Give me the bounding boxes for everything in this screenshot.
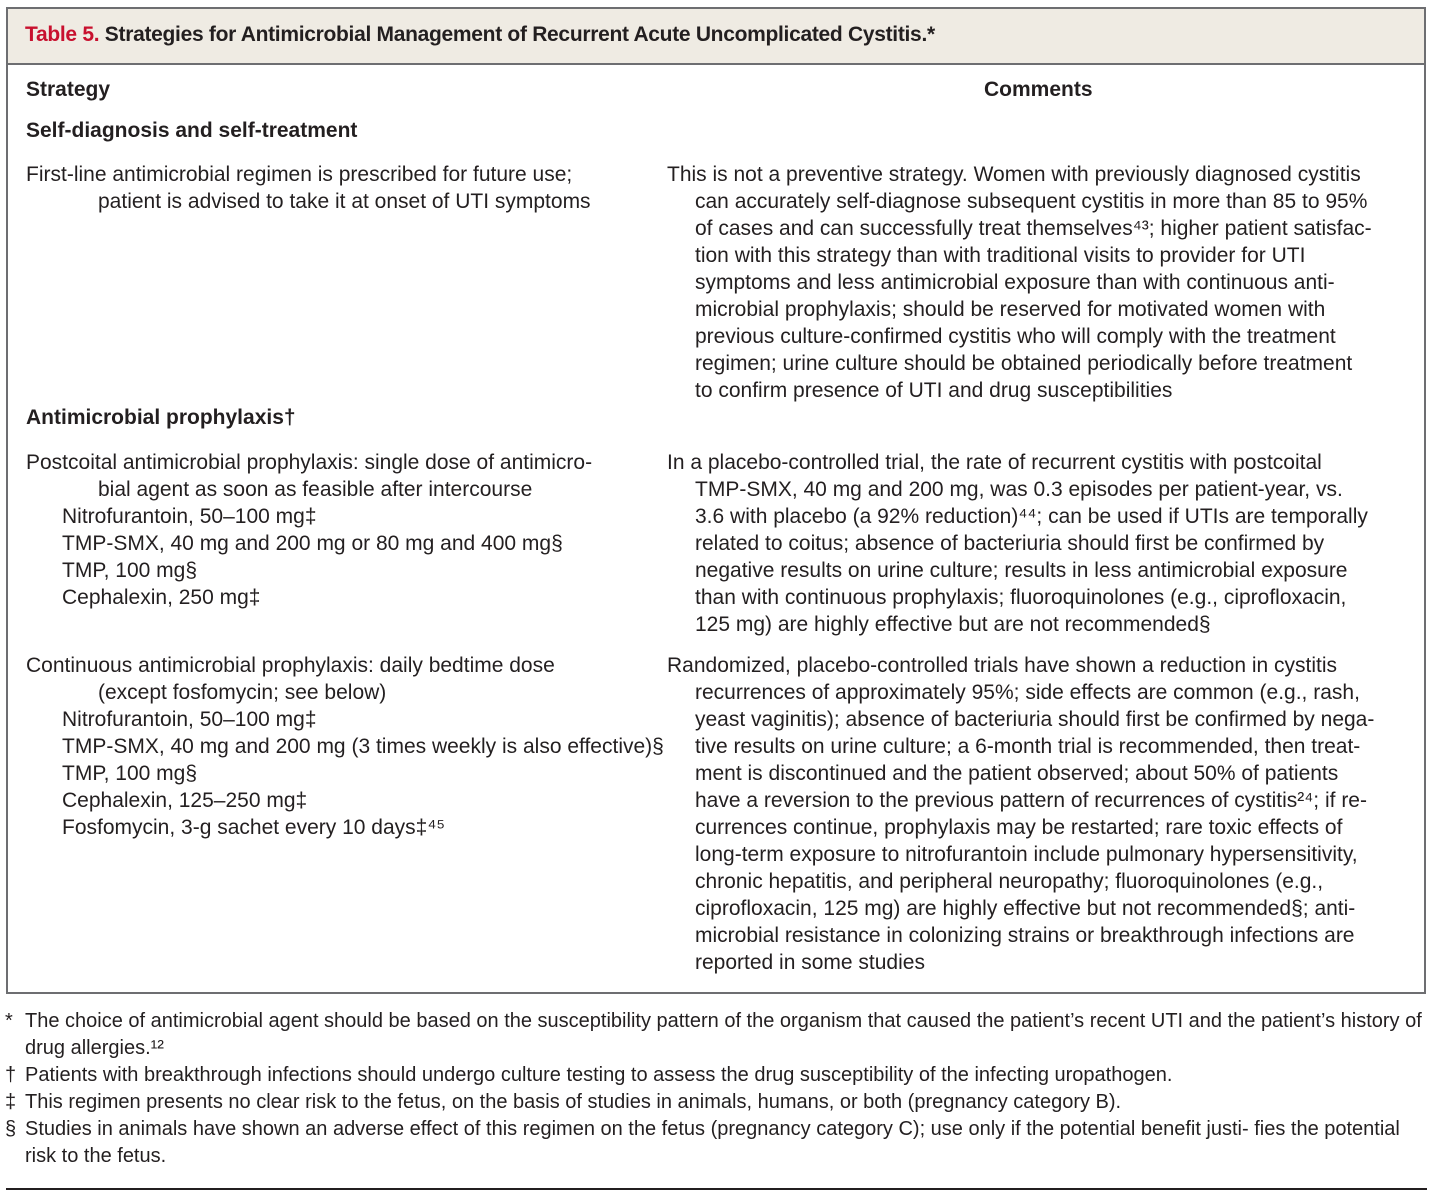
footnote-text: The choice of antimicrobial agent should be based on the susceptibility pattern of the organism that caused the patient’s recent UTI and the patient’s history of drug allergies.¹² (25, 1010, 1422, 1059)
comment-line: related to coitus; absence of bacteriuria should first be confirmed by (695, 532, 1325, 555)
table-caption (25, 23, 935, 47)
regimen-item: TMP-SMX, 40 mg and 200 mg or 80 mg and 400 mg§ (62, 532, 563, 555)
regimen-item: Cephalexin, 250 mg‡ (62, 586, 261, 609)
comment-line: chronic hepatitis, and peripheral neuropathy; fluoroquinolones (e.g., (695, 870, 1324, 893)
comment-cell-self-treatment (667, 161, 1417, 404)
table-label: Table 5. (25, 23, 100, 46)
comment-line: This is not a preventive strategy. Women with previously diagnosed cystitis (667, 163, 1361, 186)
regimen-item: Cephalexin, 125–250 mg‡ (62, 789, 308, 812)
comment-cell-continuous (667, 652, 1417, 976)
strategy-line: patient is advised to take it at onset of UTI symptoms (98, 190, 591, 213)
comment-line: tive results on urine culture; a 6-month trial is recommended, then treat- (695, 735, 1361, 758)
footnotes (5, 1008, 1430, 1170)
comment-line: than with continuous prophylaxis; fluoroquinolones (e.g., ciprofloxacin, (695, 586, 1347, 609)
footnote-text: Patients with breakthrough infections should undergo culture testing to assess the drug susceptibility of the infecting uropathogen. (25, 1064, 1173, 1086)
footnote (5, 1008, 1430, 1062)
strategy-line: First-line antimicrobial regimen is prescribed for future use; (26, 163, 573, 186)
footnote-text: This regimen presents no clear risk to the fetus, on the basis of studies in animals, humans, or both (pregnancy category B). (25, 1091, 1122, 1113)
comment-line: Randomized, placebo-controlled trials have shown a reduction in cystitis (667, 654, 1338, 677)
comment-line: 3.6 with placebo (a 92% reduction)⁴⁴; can be used if UTIs are temporally (695, 505, 1368, 528)
strategy-line: Postcoital antimicrobial prophylaxis: single dose of antimicro- (26, 451, 593, 474)
footnote-text: Studies in animals have shown an adverse effect of this regimen on the fetus (pregnancy category C); use only if the potential benefit justi- fies the potential risk to the fetus. (25, 1118, 1400, 1167)
table-title: Strategies for Antimicrobial Management of Recurrent Acute Uncomplicated Cystitis.* (104, 23, 935, 46)
strategy-line: bial agent as soon as feasible after intercourse (98, 478, 533, 501)
footnote (5, 1116, 1430, 1170)
comment-line: TMP-SMX, 40 mg and 200 mg, was 0.3 episodes per patient-year, vs. (695, 478, 1343, 501)
column-header-comments: Comments (984, 78, 1093, 101)
column-header-strategy: Strategy (26, 78, 111, 101)
footnote-mark: * (5, 1010, 13, 1032)
regimen-item: TMP-SMX, 40 mg and 200 mg (3 times weekly is also effective)§ (62, 735, 664, 758)
table (6, 7, 1426, 994)
comment-line: currences continue, prophylaxis may be restarted; rare toxic effects of (695, 816, 1343, 839)
comment-cell-postcoital (667, 449, 1417, 638)
bottom-rule (6, 1188, 1427, 1190)
regimen-item: Nitrofurantoin, 50–100 mg‡ (62, 505, 317, 528)
regimen-item: TMP, 100 mg§ (62, 559, 198, 582)
comment-line: 125 mg) are highly effective but are not recommended§ (695, 613, 1211, 636)
footnote-mark: ‡ (5, 1091, 17, 1113)
comment-line: ment is discontinued and the patient observed; about 50% of patients (695, 762, 1339, 785)
comment-line: regimen; urine culture should be obtained periodically before treatment (695, 352, 1353, 375)
strategy-line: (except fosfomycin; see below) (98, 681, 387, 704)
section-title-prophylaxis: Antimicrobial prophylaxis† (26, 406, 296, 429)
comment-line: negative results on urine culture; results in less antimicrobial exposure (695, 559, 1348, 582)
comment-line: can accurately self-diagnose subsequent cystitis in more than 85 to 95% (695, 190, 1368, 213)
strategy-line: Continuous antimicrobial prophylaxis: daily bedtime dose (26, 654, 555, 677)
comment-line: to confirm presence of UTI and drug susceptibilities (695, 379, 1173, 402)
comment-line: In a placebo-controlled trial, the rate of recurrent cystitis with postcoital (667, 451, 1322, 474)
comment-line: reported in some studies (695, 951, 925, 974)
regimen-item: Fosfomycin, 3-g sachet every 10 days‡⁴⁵ (62, 816, 446, 839)
comment-line: symptoms and less antimicrobial exposure than with continuous anti- (695, 271, 1335, 294)
comment-line: microbial resistance in colonizing strains or breakthrough infections are (695, 924, 1355, 947)
comment-line: ciprofloxacin, 125 mg) are highly effective but not recommended§; anti- (695, 897, 1356, 920)
strategy-cell-continuous (26, 652, 666, 841)
strategy-cell-self-treatment (26, 161, 666, 215)
comment-line: recurrences of approximately 95%; side effects are common (e.g., rash, (695, 681, 1360, 704)
comment-line: yeast vaginitis); absence of bacteriuria should first be confirmed by nega- (695, 708, 1375, 731)
comment-line: tion with this strategy than with traditional visits to provider for UTI (695, 244, 1306, 267)
comment-line: have a reversion to the previous pattern of recurrences of cystitis²⁴; if re- (695, 789, 1367, 812)
strategy-cell-postcoital (26, 449, 666, 611)
comment-line: of cases and can successfully treat themselves⁴³; higher patient satisfac- (695, 217, 1372, 240)
footnote-mark: † (5, 1064, 17, 1086)
table-caption-bar (8, 9, 1424, 65)
footnote-mark: § (5, 1118, 17, 1140)
comment-line: previous culture-confirmed cystitis who will comply with the treatment (695, 325, 1336, 348)
regimen-item: Nitrofurantoin, 50–100 mg‡ (62, 708, 317, 731)
comment-line: long-term exposure to nitrofurantoin include pulmonary hypersensitivity, (695, 843, 1358, 866)
footnote (5, 1089, 1430, 1116)
footnote (5, 1062, 1430, 1089)
comment-line: microbial prophylaxis; should be reserved for motivated women with (695, 298, 1326, 321)
section-title-self-diagnosis: Self-diagnosis and self-treatment (26, 119, 358, 142)
regimen-item: TMP, 100 mg§ (62, 762, 198, 785)
